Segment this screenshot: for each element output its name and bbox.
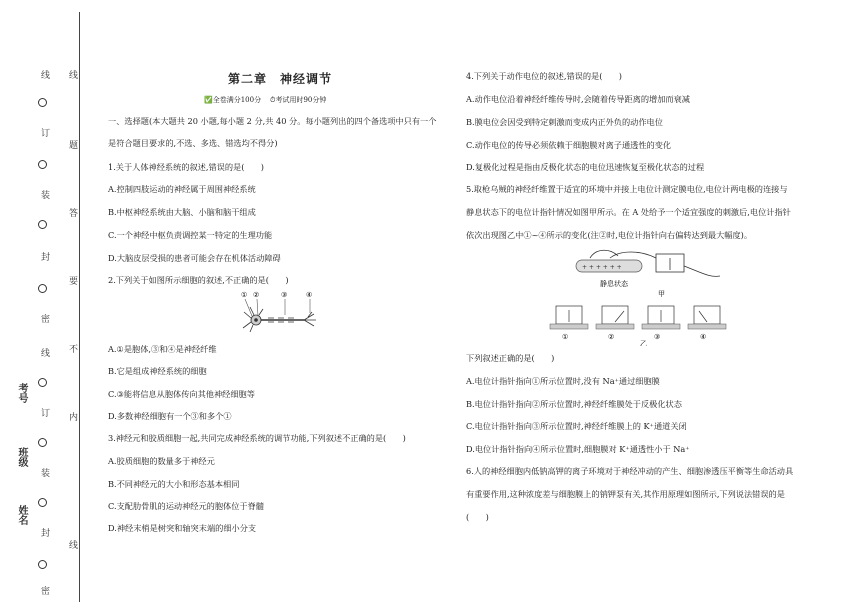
question-stem: 5.取枪乌贼的神经纤维置于适宜的环境中并接上电位计测定膜电位,电位计两电极的连接与 bbox=[466, 184, 788, 194]
question-stem: 依次出现图乙中①~④所示的变化(注②时,电位计指针向右偏转达到最大幅度)。 bbox=[466, 230, 753, 240]
exam-meta bbox=[204, 95, 326, 105]
fig-label: ① bbox=[241, 291, 248, 299]
cut-line bbox=[79, 12, 80, 602]
binding-hole-circle bbox=[38, 378, 47, 387]
option-a[interactable]: A.①是胞体,③和④是神经纤维 bbox=[108, 344, 217, 354]
option-c[interactable]: C.动作电位的传导必须依赖于细胞膜对离子通透性的变化 bbox=[466, 140, 672, 150]
margin-char: 答 bbox=[67, 208, 77, 217]
section-intro-line: 是符合题目要求的,不选、多选、错选均不得分) bbox=[108, 138, 278, 148]
margin-char: 密 bbox=[39, 586, 49, 595]
margin-char: 内 bbox=[67, 412, 77, 421]
clock-icon: ⏱ bbox=[270, 96, 276, 104]
option-b[interactable]: B.不同神经元的大小和形态基本相同 bbox=[108, 479, 240, 489]
option-a[interactable]: A.控制四肢运动的神经属于周围神经系统 bbox=[108, 184, 256, 194]
binding-margin bbox=[0, 0, 80, 608]
question-stem: ( ) bbox=[466, 512, 489, 522]
section-intro-line: 一、选择题(本大题共 20 小题,每小题 2 分,共 40 分。每小题列出的四个备选项中只有一个 bbox=[108, 116, 437, 126]
option-d[interactable]: D.电位计指针指向④所示位置时,细胞膜对 K⁺通透性小于 Na⁺ bbox=[466, 444, 690, 454]
binding-hole-circle bbox=[38, 98, 47, 107]
fig-label: ② bbox=[608, 333, 615, 341]
exam-time: 考试用时90分钟 bbox=[275, 96, 327, 104]
margin-char: 封 bbox=[39, 528, 49, 537]
meter-panel bbox=[550, 306, 588, 341]
question-stem: 4.下列关于动作电位的叙述,错误的是( ) bbox=[466, 71, 622, 81]
margin-char: 订 bbox=[39, 408, 49, 417]
option-c[interactable]: C.支配肋骨肌的运动神经元的胞体位于脊髓 bbox=[108, 501, 264, 511]
meter-panel bbox=[642, 306, 680, 341]
option-b[interactable]: B.它是组成神经系统的细胞 bbox=[108, 366, 207, 376]
option-b[interactable]: B.中枢神经系统由大脑、小脑和脑干组成 bbox=[108, 207, 256, 217]
option-a[interactable]: A.电位计指针指向①所示位置时,没有 Na⁺通过细胞膜 bbox=[466, 376, 660, 386]
question-stem: 6.人的神经细胞内低钠高钾的离子环境对于神经冲动的产生、细胞渗透压平衡等生命活动具 bbox=[466, 466, 794, 476]
chapter-title bbox=[228, 70, 332, 87]
fig-label: ④ bbox=[306, 291, 313, 299]
exam-id-label: 考号 bbox=[16, 383, 27, 403]
question-stem: 有重要作用,这种浓度差与细胞膜上的钠钾泵有关,其作用原理如图所示,下列说法错误的是 bbox=[466, 489, 785, 499]
option-c[interactable]: C.③能将信息从胞体传向其他神经细胞等 bbox=[108, 389, 255, 399]
svg-text:+ + + + + +: + + + + + + bbox=[582, 264, 622, 271]
neuron-figure bbox=[238, 288, 320, 336]
margin-char: 要 bbox=[67, 276, 77, 285]
question-stem: 3.神经元和胶质细胞一起,共同完成神经系统的调节功能,下列叙述不正确的是( ) bbox=[108, 433, 406, 443]
margin-char: 订 bbox=[39, 128, 49, 137]
margin-char: 线 bbox=[67, 540, 77, 549]
fig-label: ③ bbox=[281, 291, 288, 299]
binding-hole-circle bbox=[38, 560, 47, 569]
fig-label: ④ bbox=[700, 333, 707, 341]
fig-label: ① bbox=[562, 333, 569, 341]
binding-hole-circle bbox=[38, 160, 47, 169]
binding-hole-circle bbox=[38, 438, 47, 447]
option-d[interactable]: D.大脑皮层受损的患者可能会存在机体活动障碍 bbox=[108, 253, 281, 263]
margin-char: 封 bbox=[39, 252, 49, 261]
name-label: 姓名 bbox=[16, 505, 27, 525]
meter-panel bbox=[596, 306, 634, 341]
option-c[interactable]: C.电位计指针指向③所示位置时,神经纤维膜上的 K⁺通道关闭 bbox=[466, 421, 687, 431]
chapter-number: 第二章 bbox=[228, 72, 268, 86]
option-d[interactable]: D.复极化过程是指由反极化状态的电位迅速恢复至极化状态的过程 bbox=[466, 162, 705, 172]
option-b[interactable]: B.膜电位会因受到特定刺激而变成内正外负的动作电位 bbox=[466, 117, 663, 127]
figure-caption: 甲 bbox=[658, 290, 665, 298]
margin-char: 线 bbox=[39, 70, 49, 79]
question-stem: 下列叙述正确的是( ) bbox=[466, 353, 555, 363]
figure-caption: 乙 bbox=[640, 340, 647, 346]
binding-hole-circle bbox=[38, 220, 47, 229]
figure-jia bbox=[570, 248, 730, 300]
question-stem: 1.关于人体神经系统的叙述,错误的是( ) bbox=[108, 162, 264, 172]
score-icon: ✅ bbox=[204, 96, 213, 104]
option-a[interactable]: A.胶质细胞的数量多于神经元 bbox=[108, 456, 215, 466]
margin-char: 装 bbox=[39, 190, 49, 199]
margin-char: 装 bbox=[39, 468, 49, 477]
question-stem: 2.下列关于如图所示细胞的叙述,不正确的是( ) bbox=[108, 275, 289, 285]
full-score: 全卷满分100分 bbox=[212, 96, 262, 104]
option-a[interactable]: A.动作电位沿着神经纤维传导时,会随着传导距离的增加而衰减 bbox=[466, 94, 690, 104]
option-b[interactable]: B.电位计指针指向②所示位置时,神经纤维膜处于反极化状态 bbox=[466, 399, 682, 409]
meter-panel bbox=[688, 306, 726, 341]
fig-label: ③ bbox=[654, 333, 661, 341]
figure-caption: 静息状态 bbox=[600, 280, 628, 288]
margin-char: 线 bbox=[39, 348, 49, 357]
margin-char: 线 bbox=[67, 70, 77, 79]
margin-char: 密 bbox=[39, 314, 49, 323]
option-d[interactable]: D.神经末梢是树突和轴突末端的细小分支 bbox=[108, 523, 257, 533]
binding-hole-circle bbox=[38, 498, 47, 507]
chapter-name: 神经调节 bbox=[280, 72, 333, 86]
class-label: 班级 bbox=[16, 447, 27, 467]
figure-yi bbox=[548, 302, 738, 346]
fig-label: ② bbox=[253, 291, 260, 299]
margin-char: 题 bbox=[67, 140, 77, 149]
option-d[interactable]: D.多数神经细胞有一个③和多个① bbox=[108, 411, 232, 421]
question-stem: 静息状态下的电位计指针情况如图甲所示。在 A 处给予一个适宜强度的刺激后,电位计指针 bbox=[466, 207, 791, 217]
option-c[interactable]: C.一个神经中枢负责调控某一特定的生理功能 bbox=[108, 230, 273, 240]
margin-char: 不 bbox=[67, 344, 77, 353]
binding-hole-circle bbox=[38, 284, 47, 293]
